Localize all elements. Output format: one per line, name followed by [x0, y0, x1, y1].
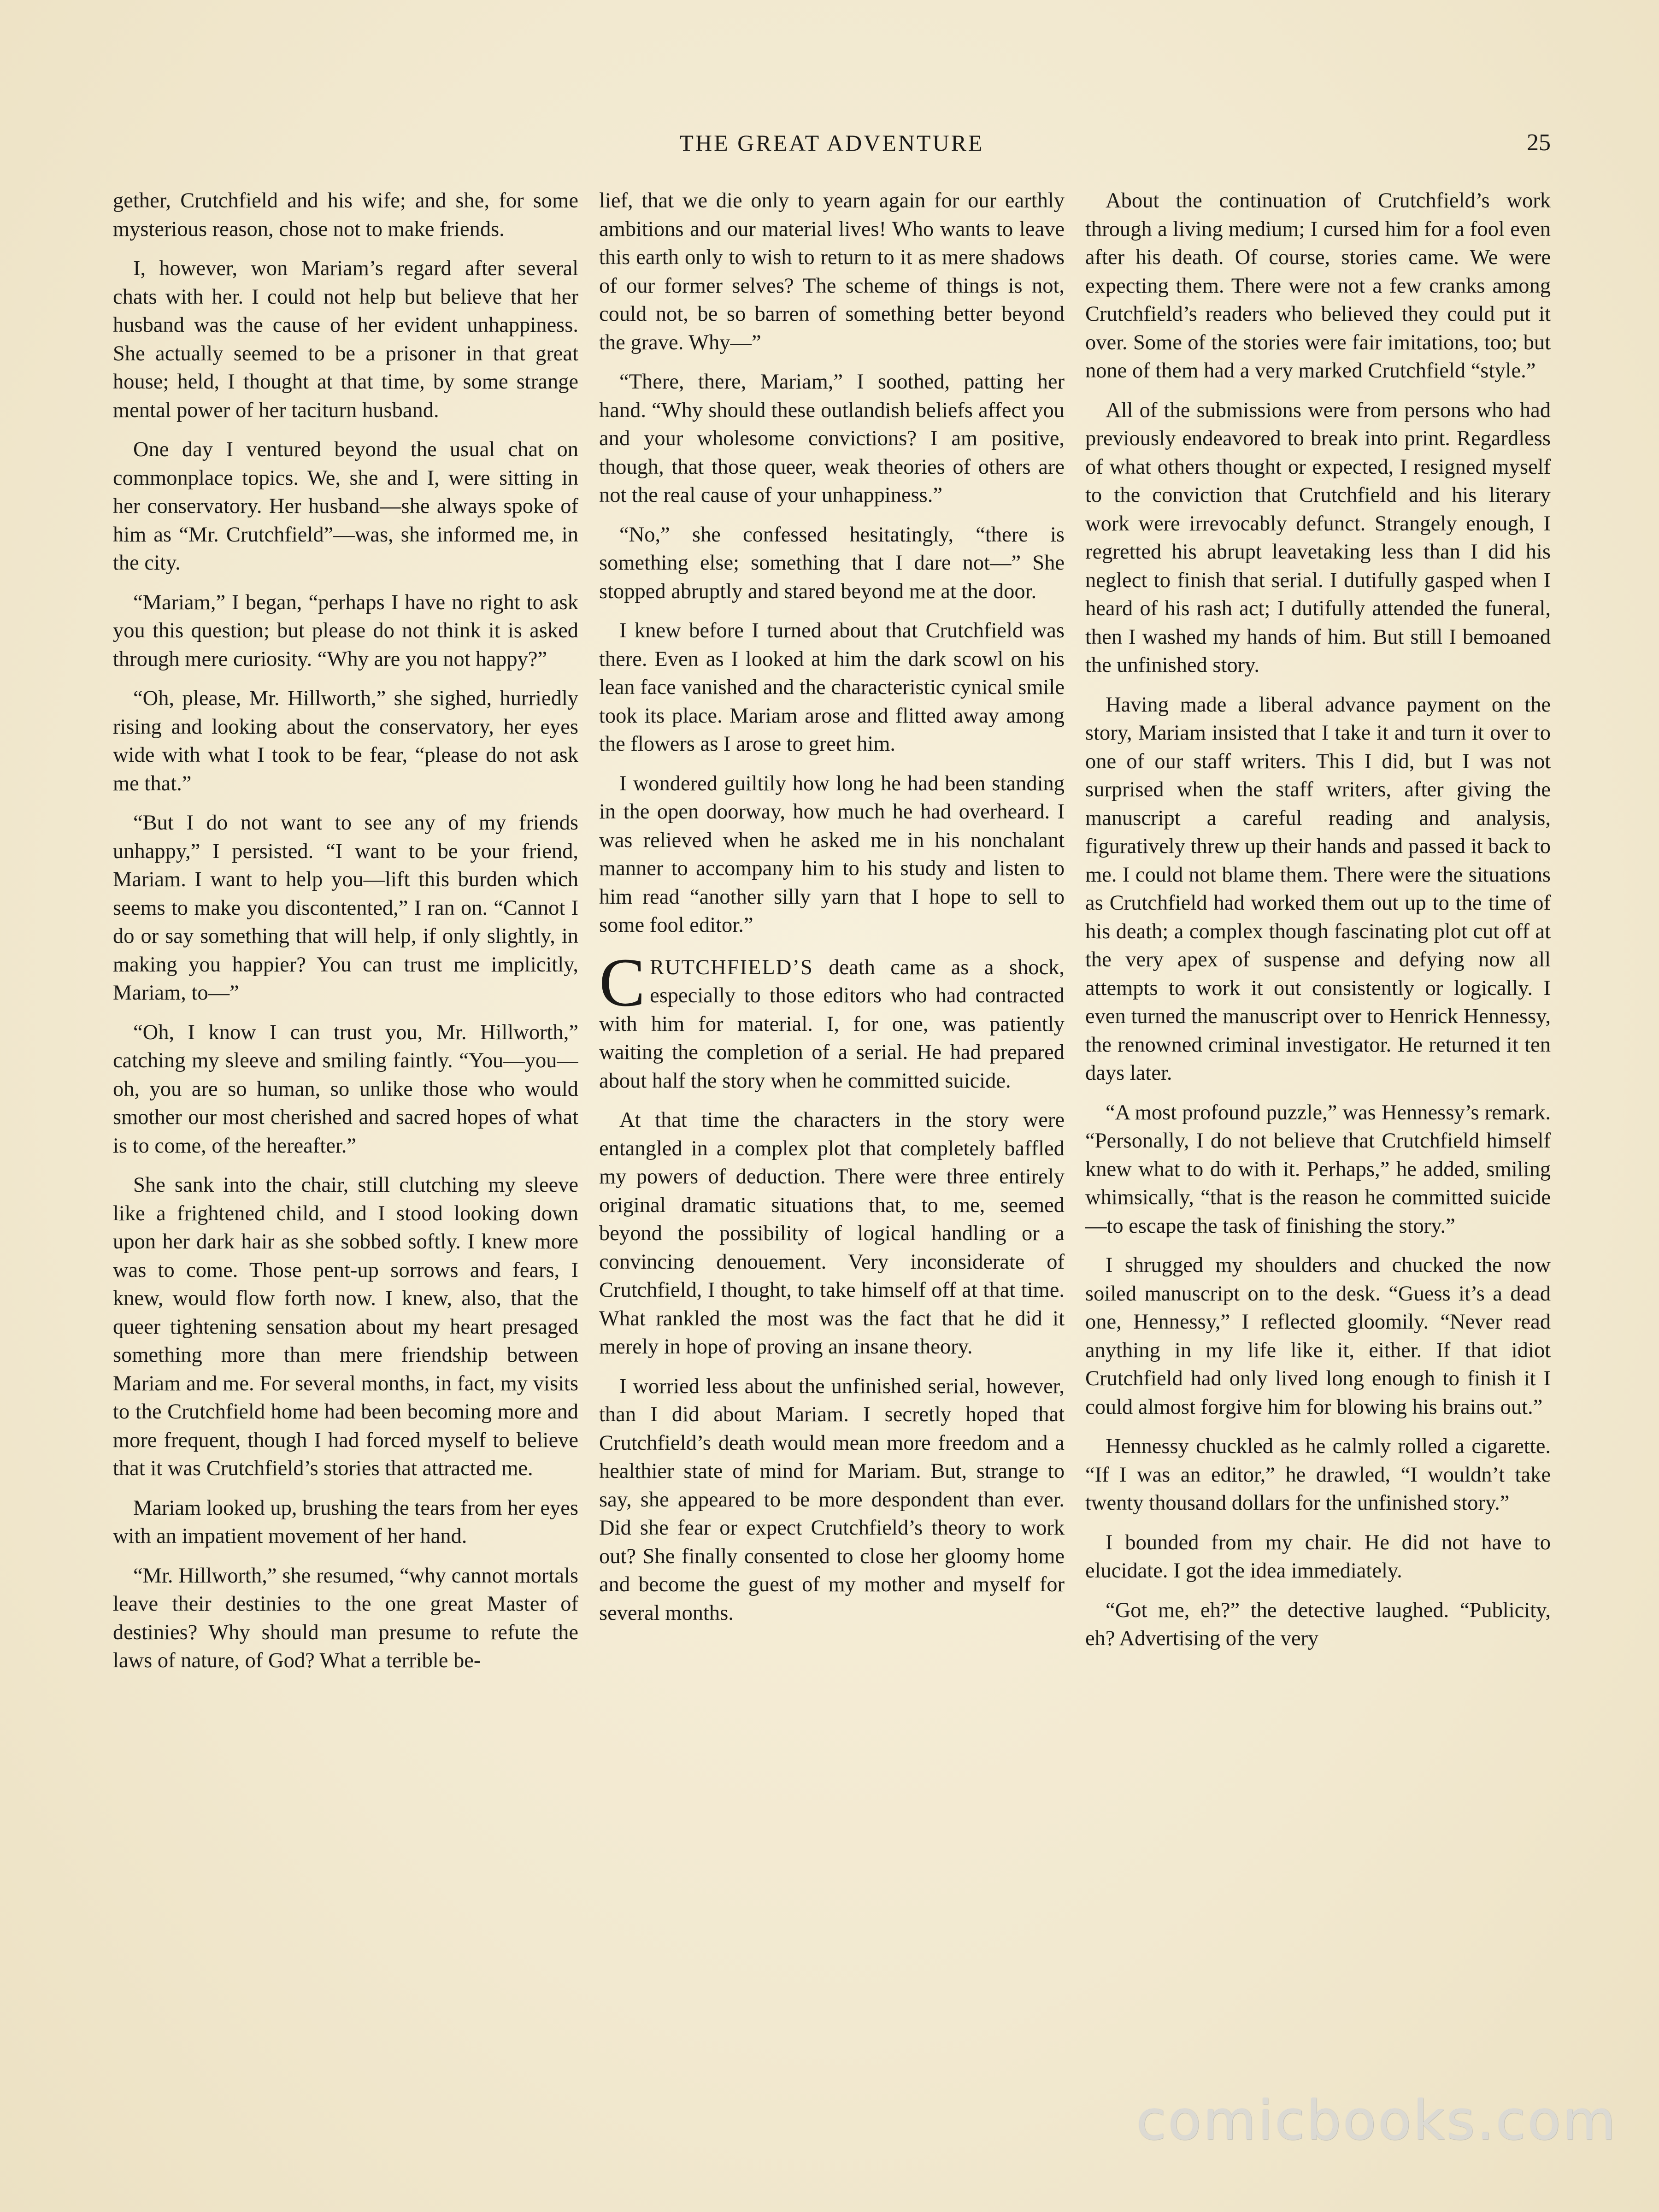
running-head [113, 124, 1551, 161]
paragraph: lief, that we die only to yearn again for our earthly ambitions and our material lives! Who wants to leave this earth only to wish to return to it as mere shadows of our former selves? The scheme of things is not, could not, be so barren of something better beyond the grave. Why—” [599, 189, 1065, 354]
paragraph: “Mr. Hillworth,” she resumed, “why cannot mortals leave their destinies to the one great Master of destinies? Why should man presume to refute the laws of nature, of God? What a terrible be- [113, 1564, 578, 1672]
paragraph: gether, Crutchfield and his wife; and she, for some mysterious reason, chose not to make friends. [113, 189, 578, 241]
drop-cap: C [599, 944, 646, 1021]
paragraph: I wondered guiltily how long he had been standing in the open doorway, how much he had overheard. I was relieved when he asked me in his nonchalant manner to accompany him to his study and listen to him read “another silly yarn that I hope to sell to some fool editor.” [599, 771, 1065, 937]
paragraph: I worried less about the unfinished serial, however, than I did about Mariam. I secretly hoped that Crutchfield’s death would mean more freedom and a healthier state of mind for Mariam. But, strange to say, she appeared to be more despondent than ever. Did she fear or expect Crutchfield’s theory to work out? She finally consented to close her gloomy home and become the guest of my mother and myself for several months. [599, 1374, 1065, 1625]
text-column-3 [1085, 187, 1551, 2085]
text-column-1 [113, 187, 578, 2085]
paragraph: “No,” she confessed hesitatingly, “there is something else; something that I dare not—” She stopped abruptly and stared beyond me at the door. [599, 523, 1065, 603]
paragraph: I knew before I turned about that Crutchfield was there. Even as I looked at him the dark scowl on his lean face vanished and the characteristic cynical smile took its place. Mariam arose and flitted away among the flowers as I arose to greet him. [599, 619, 1065, 756]
paragraph: Having made a liberal advance payment on the story, Mariam insisted that I take it and turn it over to one of our staff writers. This I did, but I was not surprised when the staff writers, after giving the manuscript a careful reading and analysis, figuratively threw up their hands and passed it back to me. I could not blame them. There were the situations as Crutchfield had worked them out up to the time of his death; a complex though fascinating plot cut off at the very apex of suspense and defying now all attempts to work it out consistently or logically. I even turned the manuscript over to Henrick Hennessy, the renowned criminal investigator. He returned it ten days later. [1085, 693, 1551, 1085]
paragraph: “Oh, I know I can trust you, Mr. Hillworth,” catching my sleeve and smiling faintly. “You—you—oh, you are so human, so unlike those who would smother our most cherished and sacred hopes of what is to come, of the hereafter.” [113, 1020, 578, 1158]
paragraph: About the continuation of Crutchfield’s work through a living medium; I cursed him for a fool even after his death. Of course, stories came. We were expecting them. There were not a few cranks among Crutchfield’s readers who believed they could put it over. Some of the stories were fair imitations, too; but none of them had a very marked Crutchfield “style.” [1085, 189, 1551, 382]
paragraph: All of the submissions were from persons who had previously endeavored to break into print. Regardless of what others thought or expected, I resigned myself to the conviction that Crutchfield and his literary work were irrevocably defunct. Strangely enough, I regretted his abrupt leavetaking less than I did his neglect to finish that serial. I dutifully gasped when I heard of his rash act; I dutifully attended the funeral, then I washed my hands of him. But still I bemoaned the unfinished story. [1085, 398, 1551, 677]
paragraph: “Got me, eh?” the detective laughed. “Publicity, eh? Advertising of the very [1085, 1598, 1551, 1650]
paragraph: Hennessy chuckled as he calmly rolled a cigarette. “If I was an editor,” he drawled, “I wouldn’t take twenty thousand dollars for the unfinished story.” [1085, 1435, 1551, 1515]
page-number: 25 [1527, 129, 1551, 156]
paragraph: One day I ventured beyond the usual chat on commonplace topics. We, she and I, were sitting in her conservatory. Her husband—she always spoke of him as “Mr. Crutchfield”—was, she informed me, in the city. [113, 438, 578, 575]
paragraph: I bounded from my chair. He did not have to elucidate. I got the idea immediately. [1085, 1530, 1551, 1583]
paragraph: At that time the characters in the story were entangled in a complex plot that completely baffled my powers of deduction. There were three entirely original dramatic situations that, to me, seemed beyond the possibility of logical handling or a convincing denouement. Very inconsiderate of Crutchfield, I thought, to take himself off at that time. What rankled the most was the fact that he did it merely in hope of proving an insane theory. [599, 1108, 1065, 1359]
section-opening-paragraph [599, 944, 1065, 1095]
text-column-2 [599, 187, 1065, 2085]
paragraph: I, however, won Mariam’s regard after several chats with her. I could not help but believe that her husband was the cause of her evident unhappiness. She actually seemed to be a prisoner in that great house; held, I thought at that time, by some strange mental power of her taciturn husband. [113, 257, 578, 422]
paragraph: “Mariam,” I began, “perhaps I have no right to ask you this question; but please do not think it is asked through mere curiosity. “Why are you not happy?” [113, 590, 578, 671]
paragraph: “A most profound puzzle,” was Hennessy’s remark. “Personally, I do not believe that Crutchfield himself knew what to do with it. Perhaps,” he added, smiling whimsically, “that is the reason he committed suicide—to escape the task of finishing the story.” [1085, 1100, 1551, 1238]
paragraph: “But I do not want to see any of my friends unhappy,” I persisted. “I want to be your friend, Mariam. I want to help you—lift this burden which seems to make you discontented,” I ran on. “Cannot I do or say something that will help, if only slightly, in making you happier? You can trust me implicitly, Mariam, to—” [113, 811, 578, 1005]
lead-in-word: RUTCHFIELD’S [650, 955, 813, 979]
paragraph-text: death came as a shock, especially to those editors who had contracted with him for material. I, for one, was patiently waiting the completion of a serial. He had prepared about half the story when he committed suicide. [599, 955, 1065, 1093]
paragraph: She sank into the chair, still clutching my sleeve like a frightened child, and I stood looking down upon her dark hair as she sobbed softly. I knew more was to come. Those pent-up sorrows and fears, I knew, would flow forth now. I knew, also, that the queer tightening sensation about my heart presaged something more than mere friendship between Mariam and me. For several months, in fact, my visits to the Crutchfield home had been becoming more and more frequent, though I had forced myself to believe that it was Crutchfield’s stories that attracted me. [113, 1173, 578, 1480]
paragraph: “There, there, Mariam,” I soothed, patting her hand. “Why should these outlandish beliefs affect you and your wholesome convictions? I am positive, though, that those queer, weak theories of others are not the real cause of your unhappiness.” [599, 370, 1065, 507]
paragraph: “Oh, please, Mr. Hillworth,” she sighed, hurriedly rising and looking about the conservatory, her eyes wide with what I took to be fear, “please do not ask me that.” [113, 687, 578, 795]
paragraph: Mariam looked up, brushing the tears from her eyes with an impatient movement of her hand. [113, 1496, 578, 1548]
paragraph: I shrugged my shoulders and chucked the now soiled manuscript on to the desk. “Guess it’s a dead one, Hennessy,” I reflected gloomily. “Never read anything in my life like it, either. If that idiot Crutchfield had only lived long enough to finish it I could almost forgive him for blowing his brains out.” [1085, 1253, 1551, 1419]
running-title: THE GREAT ADVENTURE [679, 130, 984, 156]
watermark: comicbooks.com [1136, 2088, 1618, 2152]
